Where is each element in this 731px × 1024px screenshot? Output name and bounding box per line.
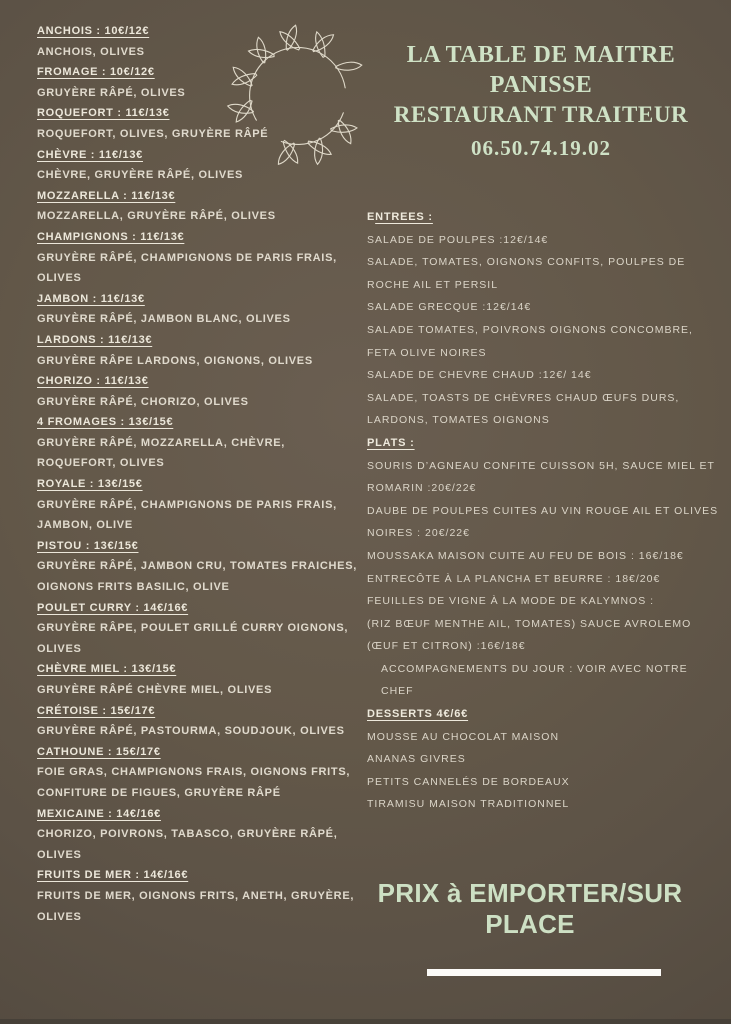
plats-heading: PLATS :	[367, 436, 415, 449]
pizza-description: GRUYÈRE RÂPÉ, MOZZARELLA, CHÈVRE, ROQUEFORT, OLIVES	[37, 436, 286, 470]
pizza-name-price: CHÈVRE MIEL : 13€/15€	[37, 663, 177, 676]
entrees-heading	[367, 206, 719, 229]
desserts-heading: DESSERTS 4€/6€	[367, 708, 469, 721]
pizza-name-price: CHÈVRE : 11€/13€	[37, 148, 143, 161]
entree-line: SALADE, TOMATES, OIGNONS CONFITS, POULPES DE ROCHE AIL ET PERSIL	[367, 256, 686, 291]
plats-list	[367, 455, 719, 658]
pizza-item	[37, 865, 367, 927]
pizza-name-price: CHORIZO : 11€/13€	[37, 375, 149, 388]
pizza-item	[37, 804, 367, 866]
pizza-name-price: LARDONS : 11€/13€	[37, 333, 153, 346]
pizza-description: ANCHOIS, OLIVES	[37, 45, 145, 58]
pizza-item	[37, 289, 367, 330]
pizza-item	[37, 598, 367, 660]
pizza-item	[37, 62, 367, 103]
pizza-item	[37, 659, 367, 700]
pizza-description: GRUYÈRE RÂPÉ, CHAMPIGNONS DE PARIS FRAIS, OLIVES	[37, 251, 337, 285]
pizza-description: FOIE GRAS, CHAMPIGNONS FRAIS, OIGNONS FRITS, CONFITURE DE FIGUES, GRUYÈRE RÂPÉ	[37, 766, 351, 799]
pizza-description: GRUYÈRE RÂPÉ, OLIVES	[37, 86, 186, 99]
plat-line: DAUBE DE POULPES CUITES AU VIN ROUGE AIL ET OLIVES NOIRES : 20€/22€	[367, 504, 719, 540]
pizza-name-price: ROYALE : 13€/15€	[37, 478, 143, 491]
pizza-name-price: FRUITS DE MER : 14€/16€	[37, 869, 189, 882]
dessert-line: ANANAS GIVRES	[367, 753, 466, 766]
pizza-name-price: CRÉTOISE : 15€/17€	[37, 704, 156, 717]
plat-line: FEUILLES DE VIGNE À LA MODE DE KALYMNOS :	[367, 595, 655, 608]
pizza-name-price: POULET CURRY : 14€/16€	[37, 601, 189, 614]
pizza-name-price: JAMBON : 11€/13€	[37, 292, 145, 305]
pricing-note: PRIX à EMPORTER/SUR PLACE	[377, 878, 683, 939]
pizza-item	[37, 21, 367, 62]
pizza-name-price: ROQUEFORT : 11€/13€	[37, 107, 170, 120]
dessert-line: PETITS CANNELÉS DE BORDEAUX	[367, 775, 570, 788]
pizza-name-price: FROMAGE : 10€/12€	[37, 66, 155, 79]
pizza-description: GRUYÈRE RÂPE LARDONS, OIGNONS, OLIVES	[37, 354, 313, 367]
pizza-item	[37, 536, 367, 598]
plat-line: (RIZ BŒUF MENTHE AIL, TOMATES) SAUCE AVROLEMO (ŒUF ET CITRON) :16€/18€	[367, 617, 692, 653]
pizza-item	[37, 742, 367, 804]
accompagnements-note: ACCOMPAGNEMENTS DU JOUR : VOIR AVEC NOTRE CHEF	[381, 662, 688, 698]
dessert-line: MOUSSE AU CHOCOLAT MAISON	[367, 730, 560, 743]
pizza-description: FRUITS DE MER, OIGNONS FRITS, ANETH, GRUYÈRE, OLIVES	[37, 889, 355, 923]
pizza-description: GRUYÈRE RÂPÉ, JAMBON BLANC, OLIVES	[37, 313, 291, 326]
pizza-description: CHORIZO, POIVRONS, TABASCO, GRUYÈRE RÂPÉ, OLIVES	[37, 828, 338, 861]
entree-line: SALADE GRECQUE :12€/14€	[367, 301, 532, 314]
pizza-item	[37, 103, 367, 144]
phone-number: 06.50.74.19.02	[471, 136, 611, 160]
entree-line: SALADE DE POULPES :12€/14€	[367, 233, 549, 246]
restaurant-name: LA TABLE DE MAITRE PANISSE	[406, 42, 676, 98]
pizza-item	[37, 330, 367, 371]
bottom-edge-shadow	[0, 1019, 731, 1024]
plat-line: SOURIS D’AGNEAU CONFITE CUISSON 5H, SAUCE MIEL ET ROMARIN :20€/22€	[367, 459, 715, 495]
pizza-item	[37, 412, 367, 474]
desserts-list	[367, 726, 719, 816]
pizza-name-price: MOZZARELLA : 11€/13€	[37, 189, 176, 202]
pizza-item	[37, 227, 367, 289]
entrees-heading-first-letter: E	[367, 211, 376, 223]
entree-line: SALADE DE CHEVRE CHAUD :12€/ 14€	[367, 369, 592, 382]
entree-line: SALADE TOMATES, POIVRONS OIGNONS CONCOMBRE, FETA OLIVE NOIRES	[367, 323, 693, 359]
pizza-name-price: CATHOUNE : 15€/17€	[37, 745, 161, 758]
pizza-item	[37, 474, 367, 536]
plat-line: MOUSSAKA MAISON CUITE AU FEU DE BOIS : 16€/18€	[367, 549, 684, 562]
dishes-column	[367, 206, 719, 816]
pizza-item	[37, 371, 367, 412]
pizza-description: MOZZARELLA, GRUYÈRE RÂPÉ, OLIVES	[37, 210, 276, 223]
pizza-item	[37, 701, 367, 742]
entree-line: SALADE, TOASTS DE CHÈVRES CHAUD ŒUFS DURS, LARDONS, TOMATES OIGNONS	[367, 391, 680, 427]
pizza-name-price: ANCHOIS : 10€/12€	[37, 25, 150, 37]
restaurant-subtitle: RESTAURANT TRAITEUR	[393, 102, 689, 127]
pizza-description: CHÈVRE, GRUYÈRE RÂPÉ, OLIVES	[37, 169, 244, 182]
pizza-description: GRUYÈRE RÂPÉ CHÈVRE MIEL, OLIVES	[37, 684, 273, 696]
pizza-description: GRUYÈRE RÂPÉ, CHAMPIGNONS DE PARIS FRAIS, JAMBON, OLIVE	[37, 498, 337, 532]
pizza-item	[37, 145, 367, 186]
header	[362, 40, 720, 161]
plat-line: ENTRECÔTE À LA PLANCHA ET BEURRE : 18€/20€	[367, 572, 661, 585]
entrees-heading-rest: NTREES :	[375, 211, 433, 223]
pizza-name-price: PISTOU : 13€/15€	[37, 539, 139, 552]
divider-bar	[427, 969, 661, 976]
dessert-line: TIRAMISU MAISON TRADITIONNEL	[367, 798, 570, 811]
pizza-description: GRUYÈRE RÂPÉ, PASTOURMA, SOUDJOUK, OLIVES	[37, 725, 345, 738]
pizza-description: GRUYÈRE RÂPÉ, JAMBON CRU, TOMATES FRAICHES, OIGNONS FRITS BASILIC, OLIVE	[37, 560, 357, 594]
pizza-item	[37, 186, 367, 227]
pizza-name-price: 4 FROMAGES : 13€/15€	[37, 416, 174, 429]
pizza-description: GRUYÈRE RÂPE, POULET GRILLÉ CURRY OIGNONS, OLIVES	[37, 622, 349, 655]
pizza-name-price: MEXICAINE : 14€/16€	[37, 807, 161, 820]
pizza-description: GRUYÈRE RÂPÉ, CHORIZO, OLIVES	[37, 395, 249, 408]
entrees-list	[367, 229, 719, 432]
pizza-menu-list	[37, 21, 367, 927]
pizza-name-price: CHAMPIGNONS : 11€/13€	[37, 230, 185, 243]
pizza-description: ROQUEFORT, OLIVES, GRUYÈRE RÂPÉ	[37, 127, 269, 140]
